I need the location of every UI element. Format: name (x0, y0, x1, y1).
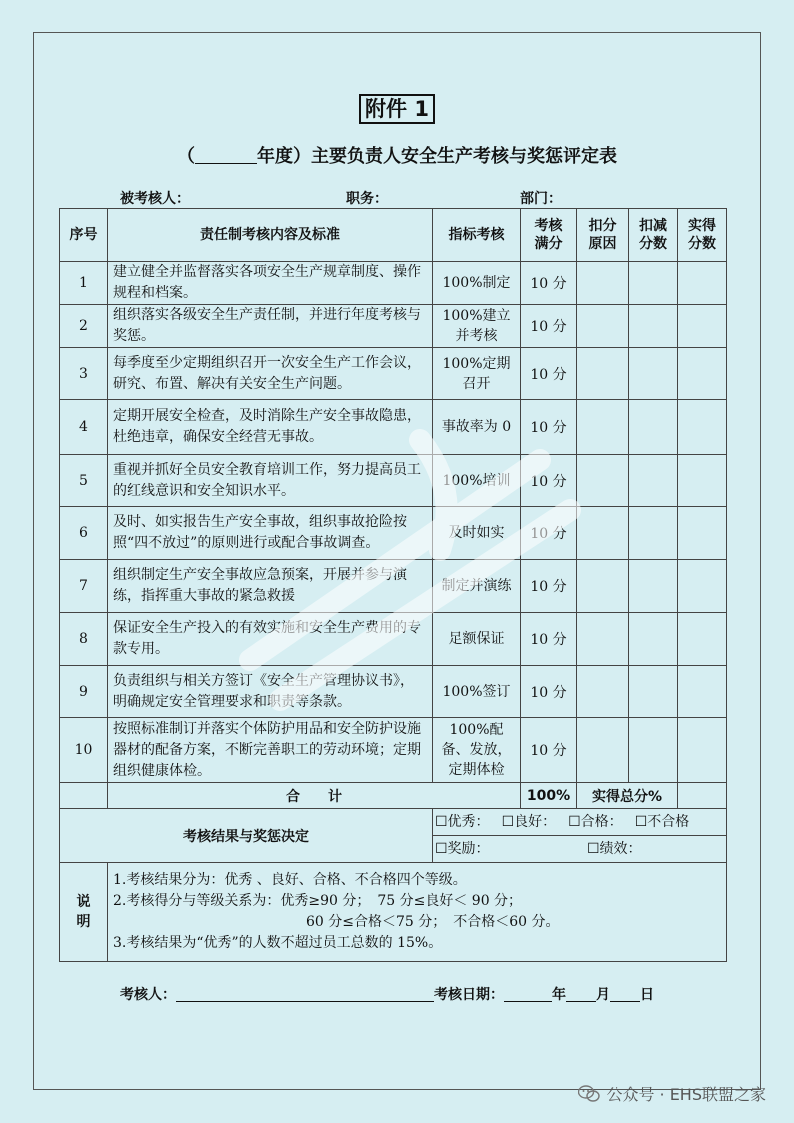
reason-cell[interactable] (577, 507, 629, 560)
year-field[interactable] (504, 987, 552, 1002)
deduct-cell[interactable] (629, 507, 678, 560)
table-row: 5 重视并抓好全员安全教育培训工作，努力提高员工的红线意识和安全知识水平。 100%培训 10 分 (60, 455, 727, 507)
assessor-field[interactable] (176, 987, 434, 1002)
header-actual: 实得 分数 (678, 209, 727, 262)
table-row: 8 保证安全生产投入的有效实施和安全生产费用的专款专用。 足额保证 10 分 (60, 613, 727, 666)
reason-cell[interactable] (577, 400, 629, 455)
total-actual-cell[interactable] (678, 783, 727, 809)
actual-cell[interactable] (678, 718, 727, 783)
reward-checkbox[interactable]: ☐奖励： (435, 841, 490, 857)
deduct-cell[interactable] (629, 560, 678, 613)
actual-cell[interactable] (678, 262, 727, 305)
total-row (60, 783, 727, 809)
total-label: 合 计 (108, 783, 521, 809)
year-blank (195, 147, 257, 164)
notes-label: 说 明 (60, 863, 108, 962)
actual-cell[interactable] (678, 455, 727, 507)
date-label: 考核日期： (434, 987, 504, 1003)
header-full-score: 考核 满分 (521, 209, 577, 262)
total-full-score: 100% (521, 783, 577, 809)
reason-cell[interactable] (577, 455, 629, 507)
reason-cell[interactable] (577, 718, 629, 783)
reason-cell[interactable] (577, 305, 629, 348)
department-label: 部门： (520, 191, 562, 207)
actual-cell[interactable] (678, 305, 727, 348)
deduct-cell[interactable] (629, 262, 678, 305)
table-row: 3 每季度至少定期组织召开一次安全生产工作会议，研究、布置、解决有关安全生产问题。 100%定期召开 10 分 (60, 348, 727, 400)
reason-cell[interactable] (577, 348, 629, 400)
grade-fail-checkbox[interactable]: ☐不合格 (634, 814, 690, 830)
header-content: 责任制考核内容及标准 (108, 209, 433, 262)
grade-options (433, 809, 726, 835)
header-reason: 扣分 原因 (577, 209, 629, 262)
grade-good-checkbox[interactable]: ☐良好： (501, 814, 557, 830)
reason-cell[interactable] (577, 560, 629, 613)
wechat-icon (578, 1085, 600, 1103)
actual-cell[interactable] (678, 400, 727, 455)
table-row: 9 负责组织与相关方签订《安全生产管理协议书》，明确规定安全管理要求和职责等条款。 100%签订 10 分 (60, 666, 727, 718)
deduct-cell[interactable] (629, 718, 678, 783)
result-row (60, 809, 727, 863)
table-row: 2 组织落实各级安全生产责任制，并进行年度考核与奖惩。 100%建立并考核 10 分 (60, 305, 727, 348)
day-field[interactable] (610, 987, 640, 1002)
deduct-cell[interactable] (629, 305, 678, 348)
deduct-cell[interactable] (629, 348, 678, 400)
deduct-cell[interactable] (629, 455, 678, 507)
actual-cell[interactable] (678, 560, 727, 613)
header-deduct: 扣减 分数 (629, 209, 678, 262)
deduct-cell[interactable] (629, 400, 678, 455)
deduct-cell[interactable] (629, 613, 678, 666)
notes-content: 1.考核结果分为：优秀 、良好、合格、不合格四个等级。 2.考核得分与等级关系为：优秀≥90 分； 75 分≤良好＜ 90 分； 60 分≤合格＜75 分； 不合格＜60 分。 3.考核结果为“优秀”的人数不超过员工总数的 15%。 (108, 863, 727, 962)
form-title: （ 年度）主要负责人安全生产考核与奖惩评定表 (177, 146, 617, 167)
table-row: 6 及时、如实报告生产安全事故，组织事故抢险按照“四不放过”的原则进行或配合事故调查。 及时如实 10 分 (60, 507, 727, 560)
actual-cell[interactable] (678, 666, 727, 718)
actual-cell[interactable] (678, 348, 727, 400)
attachment-label: 附件 1 (0, 94, 794, 124)
assessor-label: 考核人： (120, 987, 176, 1003)
table-row: 7 组织制定生产安全事故应急预案，开展并参与演练，指挥重大事故的紧急救援 制定并演练 10 分 (60, 560, 727, 613)
table-row: 1 建立健全并监督落实各项安全生产规章制度、操作规程和档案。 100%制定 10 分 (60, 262, 727, 305)
header-no: 序号 (60, 209, 108, 262)
notes-row (60, 863, 727, 962)
footer: 考核人： 考核日期： 年 月 日 (120, 987, 654, 1003)
decision-options (433, 835, 726, 862)
grade-pass-checkbox[interactable]: ☐合格： (568, 814, 623, 830)
total-actual-label: 实得总分% (577, 783, 678, 809)
table-row: 10 按照标准制订并落实个体防护用品和安全防护设施器材的配备方案，不断完善职工的劳动环境；定期组织健康体检。 100%配备、发放，定期体检 10 分 (60, 718, 727, 783)
table-row: 4 定期开展安全检查，及时消除生产安全事故隐患，杜绝违章，确保安全经营无事故。 事故率为 0 10 分 (60, 400, 727, 455)
assessment-table (59, 208, 727, 962)
grade-excellent-checkbox[interactable]: ☐优秀： (435, 814, 490, 830)
actual-cell[interactable] (678, 507, 727, 560)
assessee-label: 被考核人： (120, 191, 190, 207)
month-field[interactable] (566, 987, 596, 1002)
reason-cell[interactable] (577, 262, 629, 305)
header-row (60, 209, 727, 262)
performance-checkbox[interactable]: ☐绩效： (587, 841, 642, 857)
reason-cell[interactable] (577, 666, 629, 718)
reason-cell[interactable] (577, 613, 629, 666)
header-indicator: 指标考核 (433, 209, 521, 262)
position-label: 职务： (346, 191, 388, 207)
actual-cell[interactable] (678, 613, 727, 666)
deduct-cell[interactable] (629, 666, 678, 718)
result-label: 考核结果与奖惩决定 (60, 809, 433, 863)
brand-watermark: 公众号 · EHS联盟之家 (578, 1082, 766, 1105)
